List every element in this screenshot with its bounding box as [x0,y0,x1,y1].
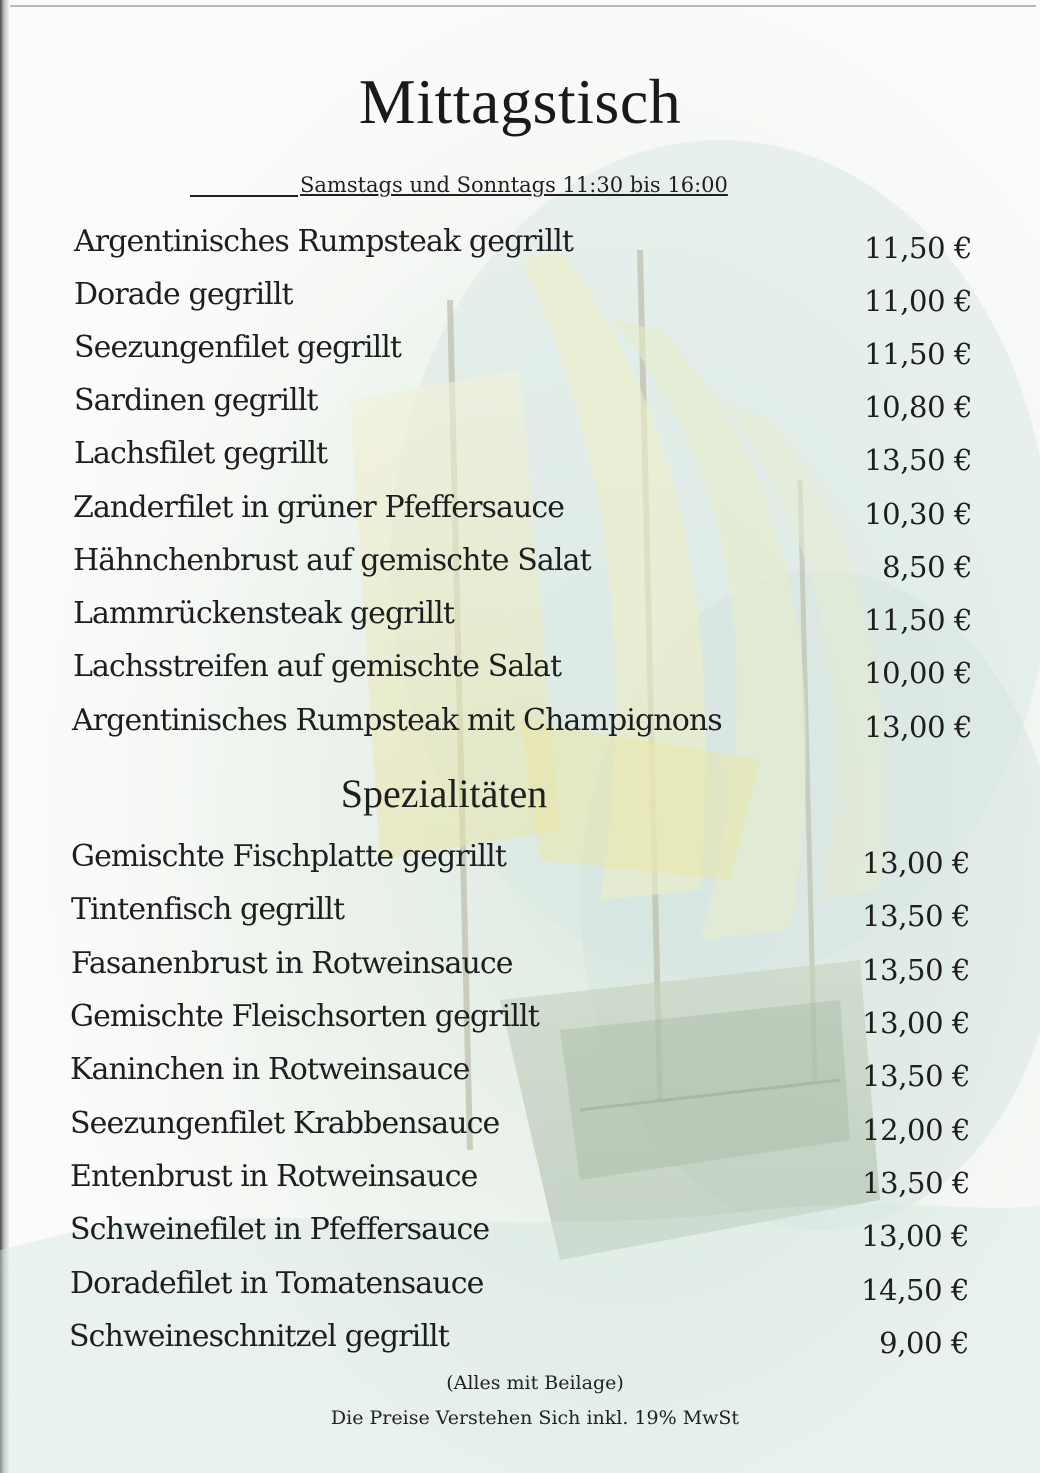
menu-item-name: Fasanenbrust in Rotweinsauce [71,946,513,981]
menu-item [0,837,1040,880]
menu-item [0,222,1040,265]
menu-item-name: Lachsfilet gegrillt [74,436,328,471]
menu-item-price: 13,50 € [862,1166,970,1200]
menu-item-name: Sardinen gegrillt [74,383,318,418]
menu-item [0,488,1040,531]
menu-item-name: Schweinefilet in Pfeffersauce [70,1212,490,1247]
menu-item-price: 11,50 € [864,603,972,637]
menu-item-price: 13,50 € [862,953,970,987]
menu-item-price: 10,30 € [864,497,972,531]
menu-item-price: 13,50 € [864,443,972,477]
menu-item-price: 9,00 € [879,1326,969,1360]
menu-item [0,1104,1040,1147]
menu-item [0,647,1040,690]
menu-item-name: Lachsstreifen auf gemischte Salat [73,649,562,684]
menu-item-price: 10,00 € [864,656,972,690]
menu-item-price: 8,50 € [882,550,972,584]
menu-title: Mittagstisch [358,66,682,137]
menu-item-name: Lammrückensteak gegrillt [73,596,454,631]
menu-item [0,275,1040,318]
menu-item-name: Argentinisches Rumpsteak gegrillt [74,224,574,259]
menu-item-price: 11,00 € [864,284,972,318]
menu-item-price: 13,00 € [864,710,972,744]
menu-item-name: Seezungenfilet gegrillt [74,330,402,365]
menu-item [0,1050,1040,1093]
side-dish-note: (Alles mit Beilage) [446,1372,624,1394]
menu-item-price: 10,80 € [864,390,972,424]
menu-item-price: 13,00 € [862,1006,970,1040]
menu-item-name: Tintenfisch gegrillt [71,892,345,927]
menu-item-price: 11,50 € [864,337,972,371]
menu-item-name: Dorade gegrillt [74,277,293,312]
menu-item-price: 13,50 € [862,1059,970,1093]
menu-item-price: 12,00 € [862,1113,970,1147]
menu-item-name: Zanderfilet in grüner Pfeffersauce [73,490,565,525]
menu-item-price: 13,00 € [861,1219,969,1253]
menu-item-name: Doradefilet in Tomatensauce [70,1266,484,1301]
menu-item-name: Kaninchen in Rotweinsauce [70,1052,470,1087]
menu-item [0,541,1040,584]
menu-item [0,381,1040,424]
menu-item-name: Entenbrust in Rotweinsauce [70,1159,478,1194]
menu-item [0,1264,1040,1307]
menu-item [0,701,1040,744]
menu-item [0,594,1040,637]
menu-item-price: 13,00 € [862,846,970,880]
menu-item [0,434,1040,477]
menu-item [0,890,1040,933]
menu-item [0,1317,1040,1360]
menu-item-price: 13,50 € [862,899,970,933]
tax-note: Die Preise Verstehen Sich inkl. 19% MwSt [330,1407,740,1429]
menu-item-name: Argentinisches Rumpsteak mit Champignons [72,703,722,738]
section-heading-spezialitaeten: Spezialitäten [340,771,548,816]
menu-item-name: Hähnchenbrust auf gemischte Salat [73,543,591,578]
menu-item-name: Gemischte Fischplatte gegrillt [71,839,506,874]
menu-item-price: 11,50 € [864,231,972,265]
opening-hours-subtitle: Samstags und Sonntags 11:30 bis 16:00 [300,173,728,197]
menu-item-name: Gemischte Fleischsorten gegrillt [70,999,539,1034]
menu-item-name: Schweineschnitzel gegrillt [69,1319,449,1354]
menu-item [0,997,1040,1040]
menu-item [0,1210,1040,1253]
menu-item-name: Seezungenfilet Krabbensauce [70,1106,500,1141]
menu-item [0,328,1040,371]
menu-item [0,1157,1040,1200]
menu-item-price: 14,50 € [861,1273,969,1307]
menu-item [0,944,1040,987]
